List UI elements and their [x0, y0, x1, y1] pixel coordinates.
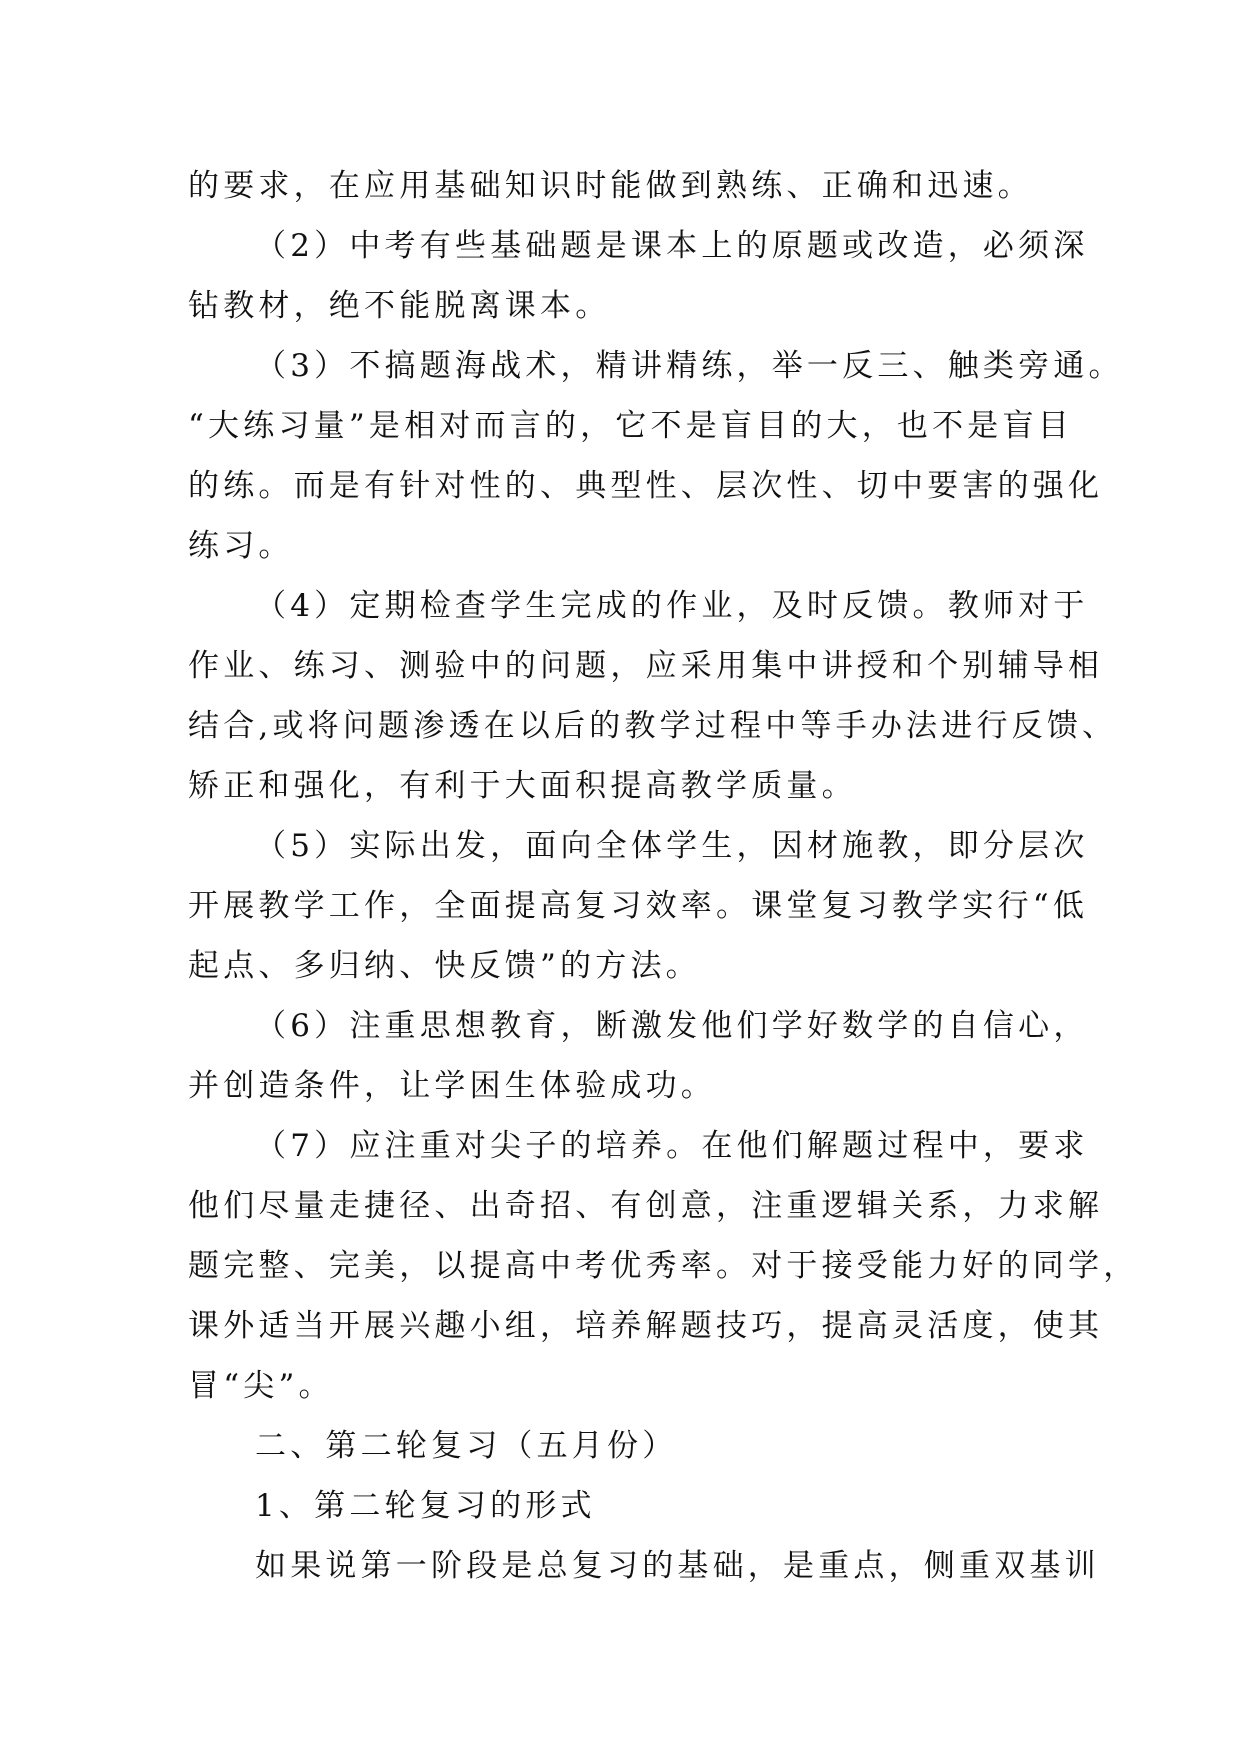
- text-line: （7）应注重对尖子的培养。在他们解题过程中，要求: [255, 1128, 1089, 1164]
- text-line: 作业、练习、测验中的问题，应采用集中讲授和个别辅导相: [188, 648, 1104, 684]
- text-line: 题完整、完美，以提高中考优秀率。对于接受能力好的同学，: [188, 1248, 1139, 1284]
- text-line: 并创造条件，让学困生体验成功。: [188, 1068, 716, 1104]
- text-line: 钻教材，绝不能脱离课本。: [188, 288, 611, 324]
- text-line: （6）注重思想教育，断激发他们学好数学的自信心，: [255, 1008, 1089, 1044]
- text-line: （3）不搞题海战术，精讲精练，举一反三、触类旁通。: [255, 348, 1124, 384]
- text-line: 起点、多归纳、快反馈”的方法。: [188, 948, 701, 984]
- text-line: 他们尽量走捷径、出奇招、有创意，注重逻辑关系，力求解: [188, 1188, 1104, 1224]
- text-line: 冒“尖”。: [188, 1368, 334, 1404]
- text-line: 的练。而是有针对性的、典型性、层次性、切中要害的强化: [188, 468, 1104, 504]
- text-line: （5）实际出发，面向全体学生，因材施教，即分层次: [255, 828, 1089, 864]
- text-line: （4）定期检查学生完成的作业，及时反馈。教师对于: [255, 588, 1089, 624]
- text-line: （2）中考有些基础题是课本上的原题或改造，必须深: [255, 228, 1089, 264]
- text-line: “大练习量”是相对而言的，它不是盲目的大，也不是盲目: [188, 408, 1073, 444]
- text-line: 开展教学工作，全面提高复习效率。课堂复习教学实行“低: [188, 888, 1089, 924]
- text-line: 矫正和强化，有利于大面积提高教学质量。: [188, 768, 857, 804]
- section-heading: 二、第二轮复习（五月份）: [255, 1428, 678, 1464]
- text-line: 结合,或将问题渗透在以后的教学过程中等手办法进行反馈、: [188, 708, 1118, 744]
- text-line: 如果说第一阶段是总复习的基础，是重点，侧重双基训: [255, 1548, 1100, 1584]
- subsection-heading: 1、第二轮复习的形式: [255, 1488, 596, 1524]
- text-line: 的要求，在应用基础知识时能做到熟练、正确和迅速。: [188, 168, 1033, 204]
- text-line: 练习。: [188, 528, 294, 564]
- text-line: 课外适当开展兴趣小组，培养解题技巧，提高灵活度，使其: [188, 1308, 1104, 1344]
